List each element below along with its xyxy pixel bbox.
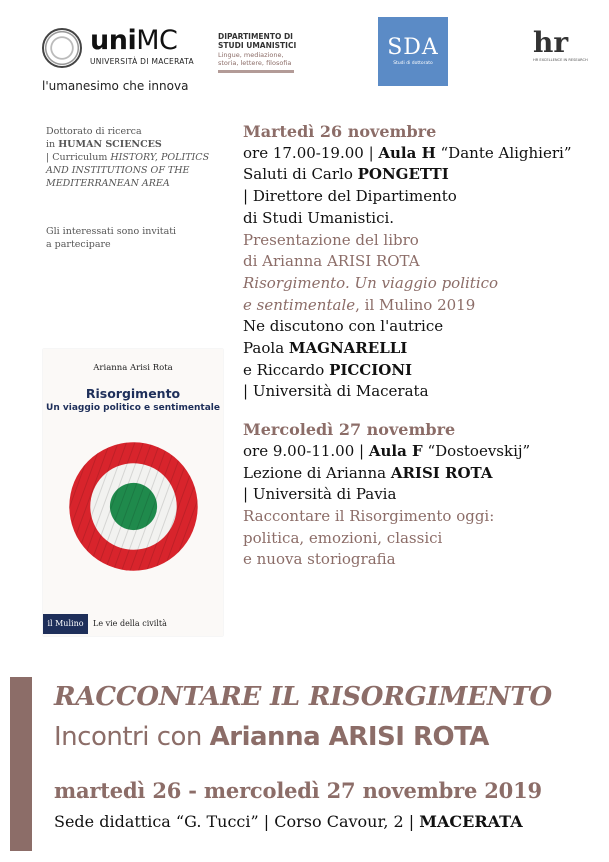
phd-line: AND INSTITUTIONS OF THE bbox=[46, 165, 190, 176]
unimc-logo: uniMC bbox=[90, 25, 178, 56]
sda-logo-subtitle: Studi di dottorato bbox=[393, 61, 433, 66]
day1-discussion: Ne discutono con l'autrice bbox=[243, 317, 444, 336]
dept-subtitle-line1: Lingue, mediazione, bbox=[218, 51, 284, 59]
day1-role: | Direttore del Dipartimento bbox=[243, 187, 457, 206]
book-cover bbox=[43, 349, 223, 636]
hr-logo-mark: hr bbox=[533, 26, 569, 59]
day1-book-title: Risorgimento. Un viaggio politico bbox=[243, 273, 499, 292]
dept-title-line2: STUDI UMANISTICI bbox=[218, 41, 297, 50]
hr-logo-subtitle: HR EXCELLENCE IN RESEARCH bbox=[533, 58, 588, 62]
unimc-logo-subtitle: UNIVERSITÀ DI MACERATA bbox=[90, 57, 194, 66]
department-logo-bar bbox=[218, 70, 294, 73]
phd-line: in HUMAN SCIENCES bbox=[46, 139, 162, 150]
day1-affiliation: | Università di Macerata bbox=[243, 382, 429, 401]
event-program bbox=[243, 121, 593, 571]
event-subtitle: Incontri con Arianna ARISI ROTA bbox=[54, 722, 489, 752]
unimc-tagline: l'umanesimo che innova bbox=[42, 79, 189, 93]
day1-discussant: Paola MAGNARELLI bbox=[243, 339, 408, 358]
day2-affiliation: | Università di Pavia bbox=[243, 485, 397, 504]
tricolor-cockade-icon bbox=[68, 441, 199, 572]
phd-line: MEDITERRANEAN AREA bbox=[46, 178, 170, 189]
book-cover-title: Risorgimento bbox=[85, 386, 181, 401]
hr-excellence-logo bbox=[533, 26, 588, 73]
day2-time-room: ore 9.00-11.00 | Aula F “Dostoevskij” bbox=[243, 441, 531, 460]
invitation-note: Gli interessati sono invitati a partecipare bbox=[46, 226, 177, 250]
book-cover-series: Le vie della civiltà bbox=[93, 619, 167, 628]
dept-title-line1: DIPARTIMENTO DI bbox=[218, 32, 293, 41]
day2-date: Mercoledì 27 novembre bbox=[243, 420, 456, 440]
sda-logo-text: SDA bbox=[387, 35, 439, 60]
event-venue: Sede didattica “G. Tucci” | Corso Cavour, 2 | MACERATA bbox=[54, 812, 523, 831]
book-cover-publisher: il Mulino bbox=[43, 614, 88, 634]
phd-line: Dottorato di ricerca bbox=[46, 126, 142, 137]
day1-presentation: Presentazione del libro bbox=[243, 230, 419, 249]
university-seal-icon bbox=[42, 28, 82, 68]
day1-date: Martedì 26 novembre bbox=[243, 122, 437, 141]
sda-logo bbox=[378, 17, 448, 86]
day2-lecture: Lezione di Arianna ARISI ROTA bbox=[243, 463, 493, 482]
book-cover-author: Arianna Arisi Rota bbox=[93, 363, 173, 373]
day1-time-room: ore 17.00-19.00 | Aula H “Dante Alighieri” bbox=[243, 143, 572, 162]
phd-program-info bbox=[46, 125, 221, 190]
day1-greeting: Saluti di Carlo PONGETTI bbox=[243, 165, 449, 184]
event-dates: martedì 26 - mercoledì 27 novembre 2019 bbox=[54, 778, 542, 803]
book-cover-subtitle: Un viaggio politico e sentimentale bbox=[46, 403, 220, 413]
day1-role: di Studi Umanistici. bbox=[243, 208, 395, 227]
phd-line: | Curriculum HISTORY, POLITICS bbox=[46, 152, 210, 163]
day1-presentation: di Arianna ARISI ROTA bbox=[243, 252, 420, 271]
day1-discussant: e Riccardo PICCIONI bbox=[243, 360, 413, 379]
day2-topic: politica, emozioni, classici bbox=[243, 528, 443, 547]
footer-accent-bar bbox=[10, 677, 32, 851]
day2-topic: e nuova storiografia bbox=[243, 550, 396, 569]
day2-topic: Raccontare il Risorgimento oggi: bbox=[243, 506, 495, 525]
day1-book-title: e sentimentale, il Mulino 2019 bbox=[243, 295, 476, 314]
event-title: RACCONTARE IL RISORGIMENTO bbox=[54, 682, 552, 712]
department-logo bbox=[218, 32, 298, 67]
dept-subtitle-line2: storia, lettere, filosofia bbox=[218, 59, 292, 67]
